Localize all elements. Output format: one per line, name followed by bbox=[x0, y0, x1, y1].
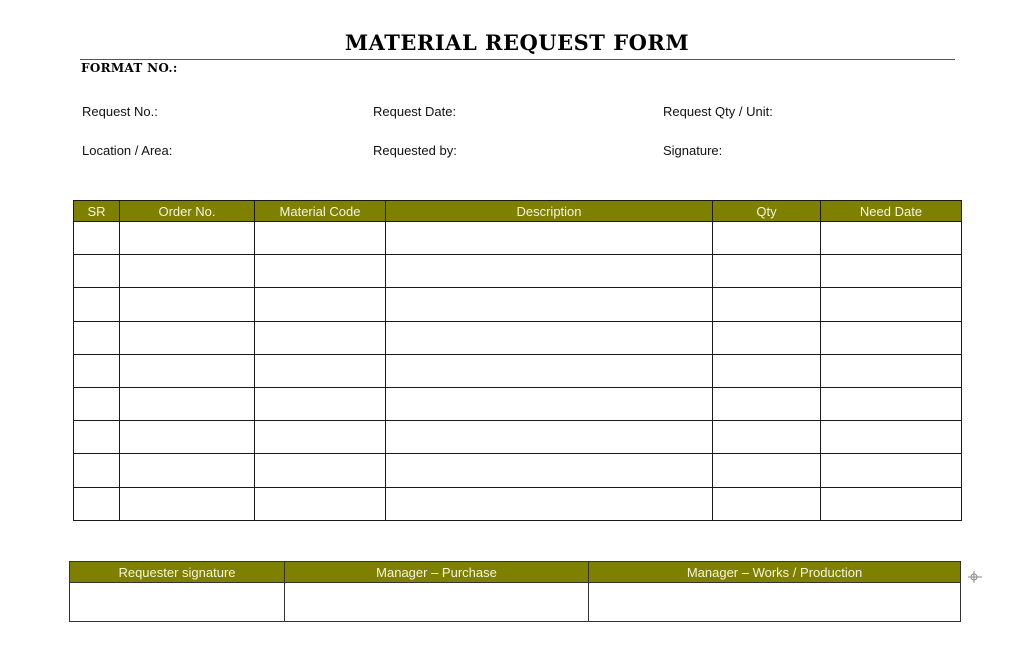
table-row bbox=[74, 454, 962, 487]
cell-material-code[interactable] bbox=[255, 454, 386, 487]
manager-purchase-signature-cell[interactable] bbox=[285, 583, 589, 622]
cell-material-code[interactable] bbox=[255, 255, 386, 288]
header-qty: Qty bbox=[713, 201, 821, 222]
cell-description[interactable] bbox=[386, 288, 713, 321]
manager-works-production-signature-cell[interactable] bbox=[589, 583, 961, 622]
cell-sr[interactable] bbox=[74, 387, 120, 420]
table-row bbox=[74, 222, 962, 255]
cell-sr[interactable] bbox=[74, 354, 120, 387]
signature-label: Signature: bbox=[663, 143, 723, 158]
cell-material-code[interactable] bbox=[255, 354, 386, 387]
items-table bbox=[73, 200, 962, 521]
cell-order-no[interactable] bbox=[120, 421, 255, 454]
items-header-row bbox=[74, 201, 962, 222]
table-row bbox=[74, 421, 962, 454]
header-material-code: Material Code bbox=[255, 201, 386, 222]
table-row bbox=[74, 255, 962, 288]
cell-order-no[interactable] bbox=[120, 255, 255, 288]
header-manager-works-production: Manager – Works / Production bbox=[589, 562, 961, 583]
cell-order-no[interactable] bbox=[120, 487, 255, 520]
cell-description[interactable] bbox=[386, 354, 713, 387]
cell-order-no[interactable] bbox=[120, 321, 255, 354]
request-date-label: Request Date: bbox=[373, 104, 457, 119]
cell-need-date[interactable] bbox=[821, 421, 962, 454]
cell-need-date[interactable] bbox=[821, 288, 962, 321]
cell-material-code[interactable] bbox=[255, 421, 386, 454]
cell-qty[interactable] bbox=[713, 454, 821, 487]
approval-header-row bbox=[70, 562, 961, 583]
table-row bbox=[74, 321, 962, 354]
cell-order-no[interactable] bbox=[120, 288, 255, 321]
header-sr: SR bbox=[74, 201, 120, 222]
header-requester-signature: Requester signature bbox=[70, 562, 285, 583]
cell-description[interactable] bbox=[386, 487, 713, 520]
cell-description[interactable] bbox=[386, 321, 713, 354]
cell-need-date[interactable] bbox=[821, 321, 962, 354]
approval-table bbox=[69, 561, 961, 622]
requested-by-label: Requested by: bbox=[373, 143, 457, 158]
cell-material-code[interactable] bbox=[255, 487, 386, 520]
cell-qty[interactable] bbox=[713, 288, 821, 321]
cell-order-no[interactable] bbox=[120, 354, 255, 387]
cell-order-no[interactable] bbox=[120, 222, 255, 255]
location-area-label: Location / Area: bbox=[82, 143, 173, 158]
cell-need-date[interactable] bbox=[821, 454, 962, 487]
header-description: Description bbox=[386, 201, 713, 222]
cell-sr[interactable] bbox=[74, 321, 120, 354]
cell-qty[interactable] bbox=[713, 321, 821, 354]
cell-qty[interactable] bbox=[713, 222, 821, 255]
cell-sr[interactable] bbox=[74, 454, 120, 487]
title-divider bbox=[80, 59, 955, 60]
cell-need-date[interactable] bbox=[821, 487, 962, 520]
cell-qty[interactable] bbox=[713, 487, 821, 520]
header-manager-purchase: Manager – Purchase bbox=[285, 562, 589, 583]
table-row bbox=[74, 288, 962, 321]
cell-material-code[interactable] bbox=[255, 222, 386, 255]
request-qty-unit-label: Request Qty / Unit: bbox=[663, 104, 773, 119]
cell-need-date[interactable] bbox=[821, 255, 962, 288]
requester-signature-cell[interactable] bbox=[70, 583, 285, 622]
cell-sr[interactable] bbox=[74, 487, 120, 520]
cell-qty[interactable] bbox=[713, 387, 821, 420]
cell-sr[interactable] bbox=[74, 255, 120, 288]
cell-sr[interactable] bbox=[74, 288, 120, 321]
cell-sr[interactable] bbox=[74, 222, 120, 255]
cell-material-code[interactable] bbox=[255, 387, 386, 420]
cell-need-date[interactable] bbox=[821, 354, 962, 387]
table-row bbox=[74, 387, 962, 420]
cell-material-code[interactable] bbox=[255, 321, 386, 354]
cell-material-code[interactable] bbox=[255, 288, 386, 321]
cell-need-date[interactable] bbox=[821, 222, 962, 255]
cell-sr[interactable] bbox=[74, 421, 120, 454]
cell-description[interactable] bbox=[386, 222, 713, 255]
cell-qty[interactable] bbox=[713, 354, 821, 387]
cell-order-no[interactable] bbox=[120, 454, 255, 487]
cell-qty[interactable] bbox=[713, 421, 821, 454]
request-no-label: Request No.: bbox=[82, 104, 158, 119]
cell-description[interactable] bbox=[386, 387, 713, 420]
cell-description[interactable] bbox=[386, 454, 713, 487]
approval-row bbox=[70, 583, 961, 622]
header-order-no: Order No. bbox=[120, 201, 255, 222]
table-row bbox=[74, 487, 962, 520]
cell-qty[interactable] bbox=[713, 255, 821, 288]
cell-order-no[interactable] bbox=[120, 387, 255, 420]
header-need-date: Need Date bbox=[821, 201, 962, 222]
table-row bbox=[74, 354, 962, 387]
cell-need-date[interactable] bbox=[821, 387, 962, 420]
cell-description[interactable] bbox=[386, 421, 713, 454]
cell-description[interactable] bbox=[386, 255, 713, 288]
table-move-anchor-icon[interactable] bbox=[968, 571, 982, 585]
format-no-label: FORMAT NO.: bbox=[81, 61, 178, 75]
form-title: MATERIAL REQUEST FORM bbox=[344, 30, 690, 55]
